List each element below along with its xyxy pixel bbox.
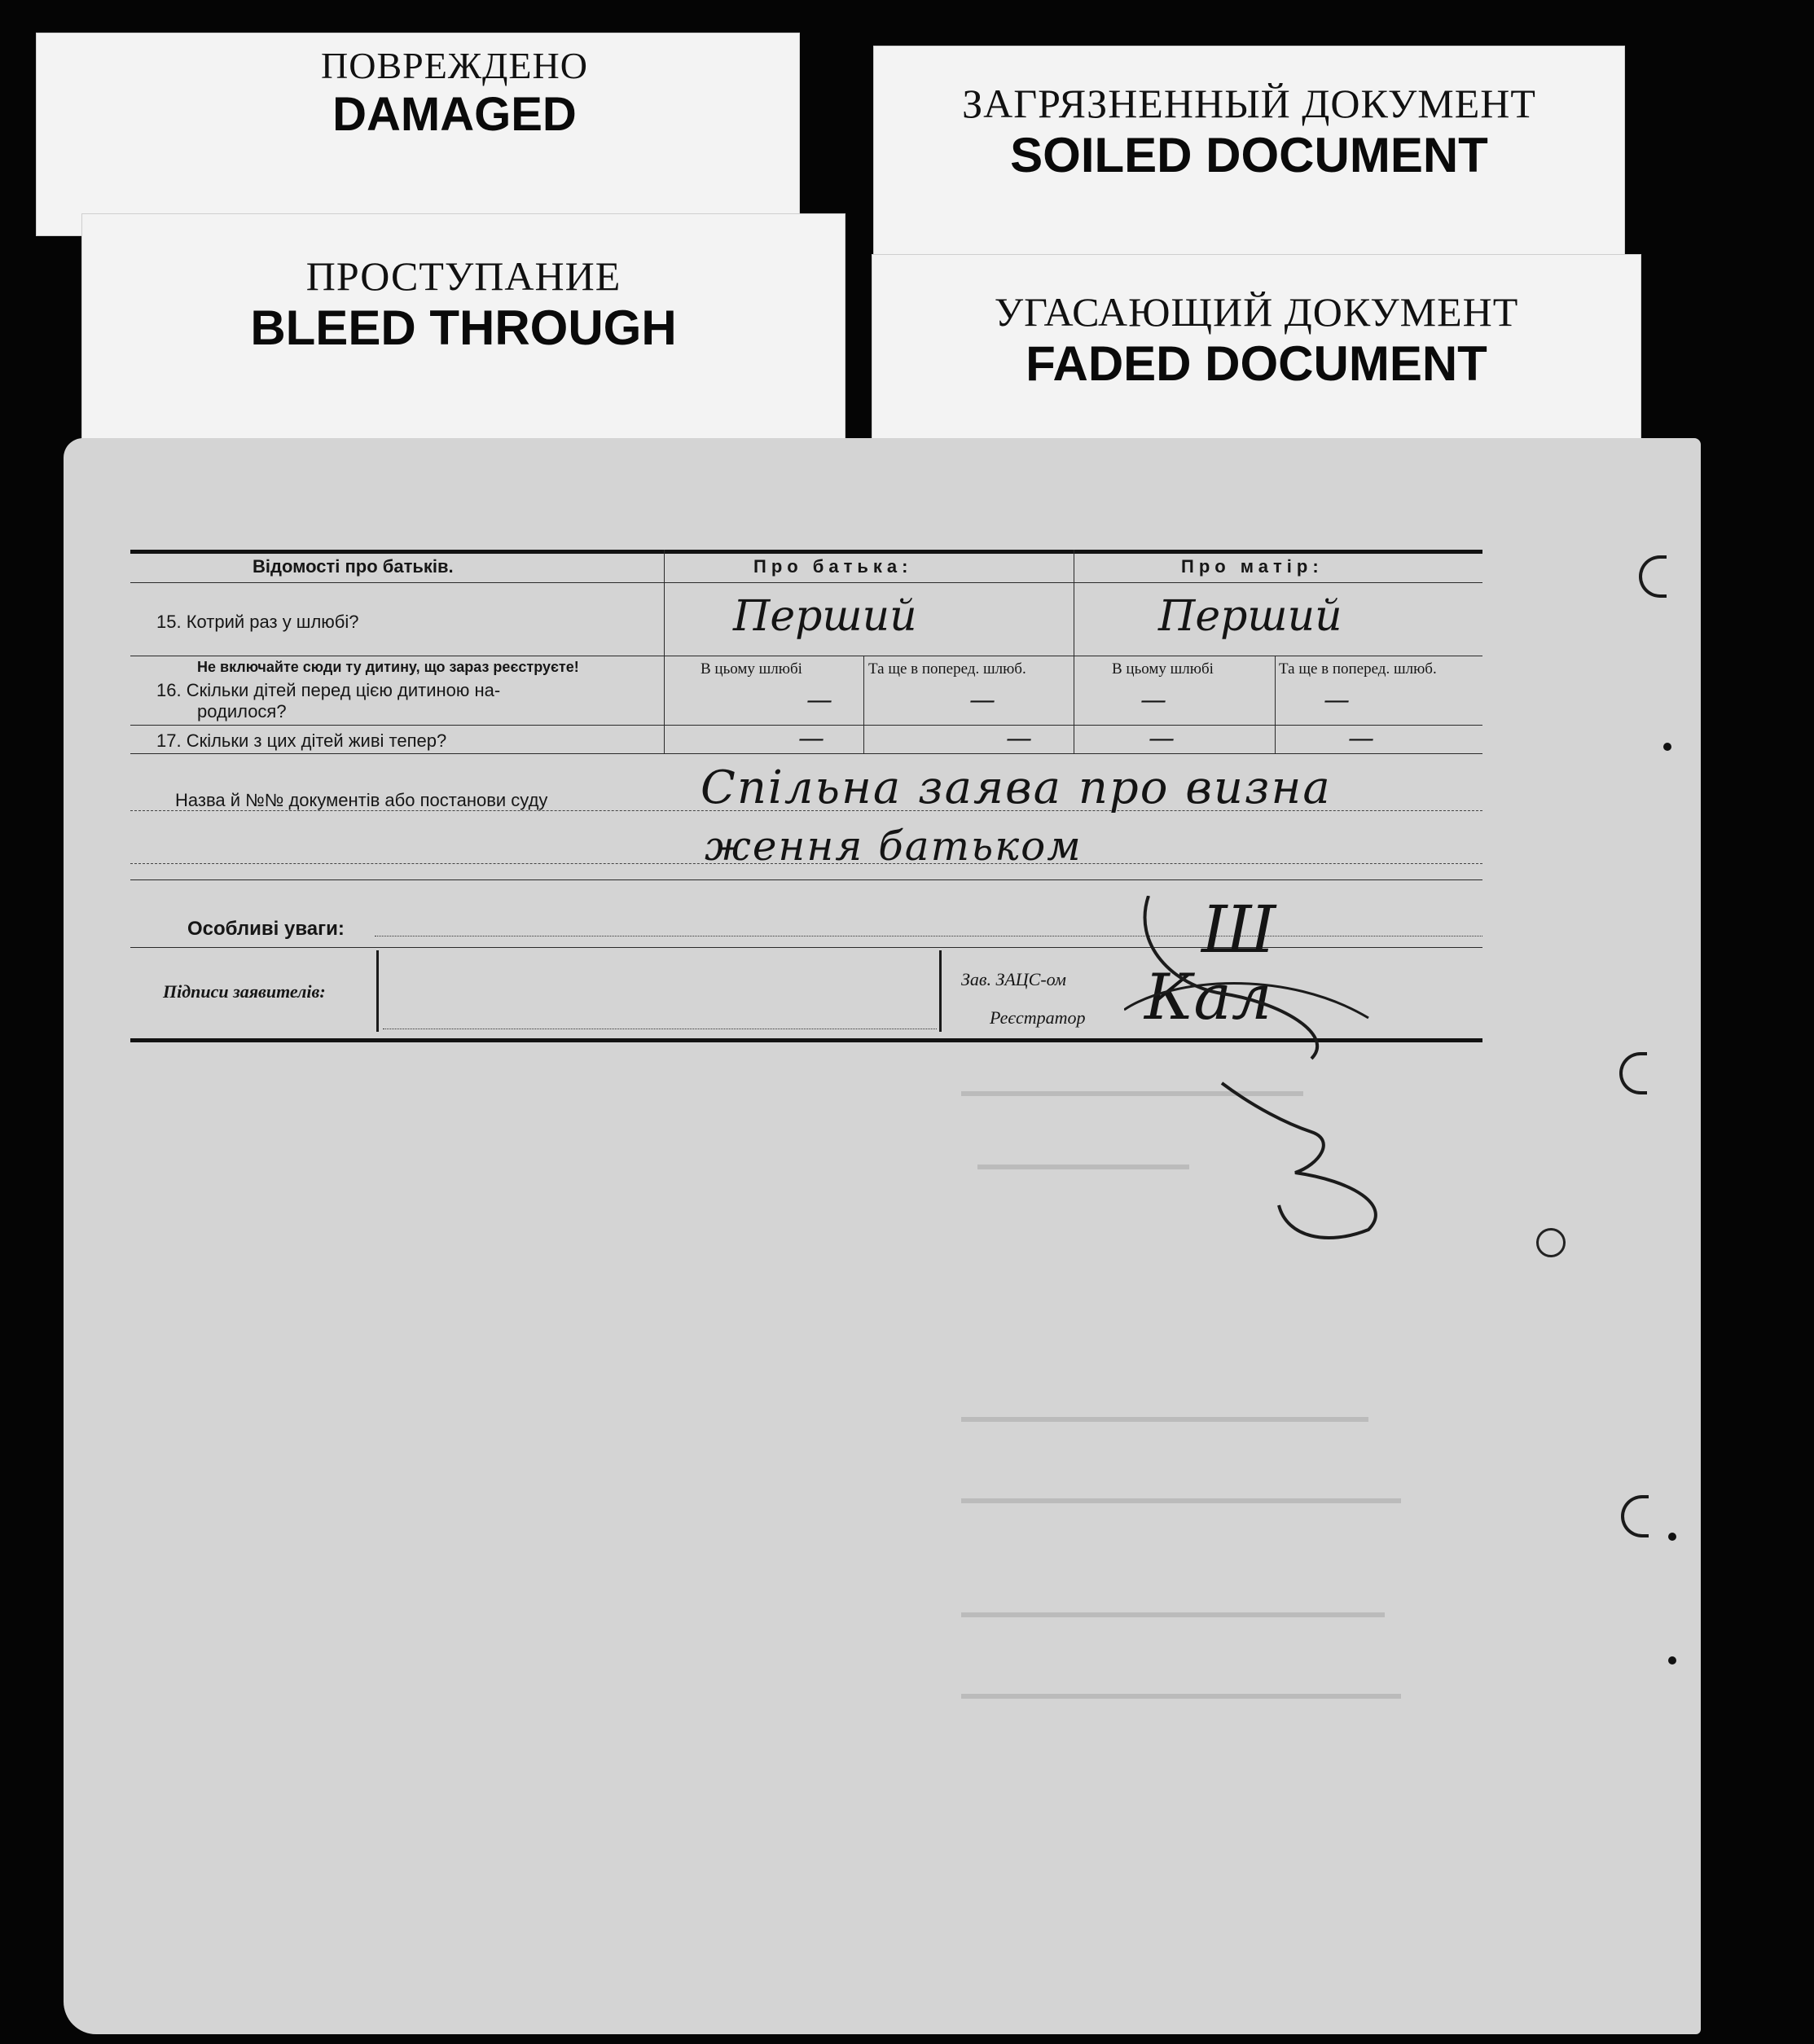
q16-father-current-marriage: В цьому шлюбі <box>701 660 802 678</box>
bleed-label-en: BLEED THROUGH <box>250 300 677 355</box>
q17-value: — <box>1348 722 1374 753</box>
damaged-label-card <box>36 33 800 236</box>
zags-head-signature: Ш <box>1201 892 1276 967</box>
q17-value: — <box>1149 722 1175 753</box>
q16-label-line1: 16. Скільки дітей перед цією дитиною на- <box>156 680 501 700</box>
note-exclude-child: Не включайте сюди ту дитину, що зараз реєструєте! <box>197 659 579 675</box>
faded-label-ru: УГАСАЮЩИЙ ДОКУМЕНТ <box>994 289 1519 335</box>
q16-mother-previous-marriage: Та ще в поперед. шлюб. <box>1279 660 1437 678</box>
q15-label: 15. Котрий раз у шлюбі? <box>156 612 359 632</box>
signature-flourish <box>1124 896 1450 1254</box>
top-rule <box>130 550 1482 554</box>
column-divider <box>863 656 864 753</box>
q16-value: — <box>806 684 832 715</box>
documents-answer-line1: Спільна заява про визна <box>701 761 1332 814</box>
zags-head-label: Зав. ЗАЦС-ом <box>961 969 1066 989</box>
column-divider <box>1275 656 1276 753</box>
q17-value: — <box>1006 722 1032 753</box>
registrar-signature: Кал <box>1144 961 1272 1034</box>
documents-label: Назва й №№ документів або постанови суду <box>175 790 548 810</box>
punch-dot <box>1668 1533 1676 1541</box>
q16-value: — <box>1140 684 1166 715</box>
registrar-label: Реєстратор <box>990 1007 1086 1028</box>
rule <box>130 753 1482 754</box>
punch-dot <box>1663 743 1671 751</box>
rule <box>383 1029 937 1030</box>
mother-column-header: Про матір: <box>1181 556 1324 577</box>
signature-box-right <box>939 950 942 1032</box>
section-title: Відомості про батьків. <box>253 556 454 577</box>
q16-mother-current-marriage: В цьому шлюбі <box>1112 660 1214 678</box>
punch-dot <box>1668 1656 1676 1665</box>
rule <box>130 879 1482 880</box>
applicants-signatures-label: Підписи заявителів: <box>163 981 326 1002</box>
damaged-label-en: DAMAGED <box>332 88 577 141</box>
q17-value: — <box>798 722 824 753</box>
q15-mother-answer: Перший <box>1158 592 1342 641</box>
documents-answer-line2: ження батьком <box>705 822 1083 870</box>
soiled-label-en: SOILED DOCUMENT <box>1010 128 1488 182</box>
rule <box>130 582 1482 583</box>
remarks-label: Особливі уваги: <box>187 918 345 940</box>
faded-label-en: FADED DOCUMENT <box>1026 336 1487 391</box>
soiled-label-ru: ЗАГРЯЗНЕННЫЙ ДОКУМЕНТ <box>962 81 1536 126</box>
damaged-label-ru: ПОВРЕЖДЕНО <box>321 45 588 86</box>
q16-father-previous-marriage: Та ще в поперед. шлюб. <box>868 660 1026 678</box>
bleed-label-ru: ПРОСТУПАНИЕ <box>305 253 622 299</box>
q16-label-line2: родилося? <box>197 701 287 722</box>
q16-value: — <box>969 684 995 715</box>
punch-circle <box>1536 1228 1566 1257</box>
soiled-label-card <box>873 46 1625 257</box>
father-column-header: Про батька: <box>753 556 913 577</box>
column-divider <box>664 550 665 753</box>
q16-value: — <box>1324 684 1350 715</box>
q15-father-answer: Перший <box>733 592 917 641</box>
signature-box-left <box>376 950 379 1032</box>
q17-label: 17. Скільки з цих дітей живі тепер? <box>156 730 447 751</box>
